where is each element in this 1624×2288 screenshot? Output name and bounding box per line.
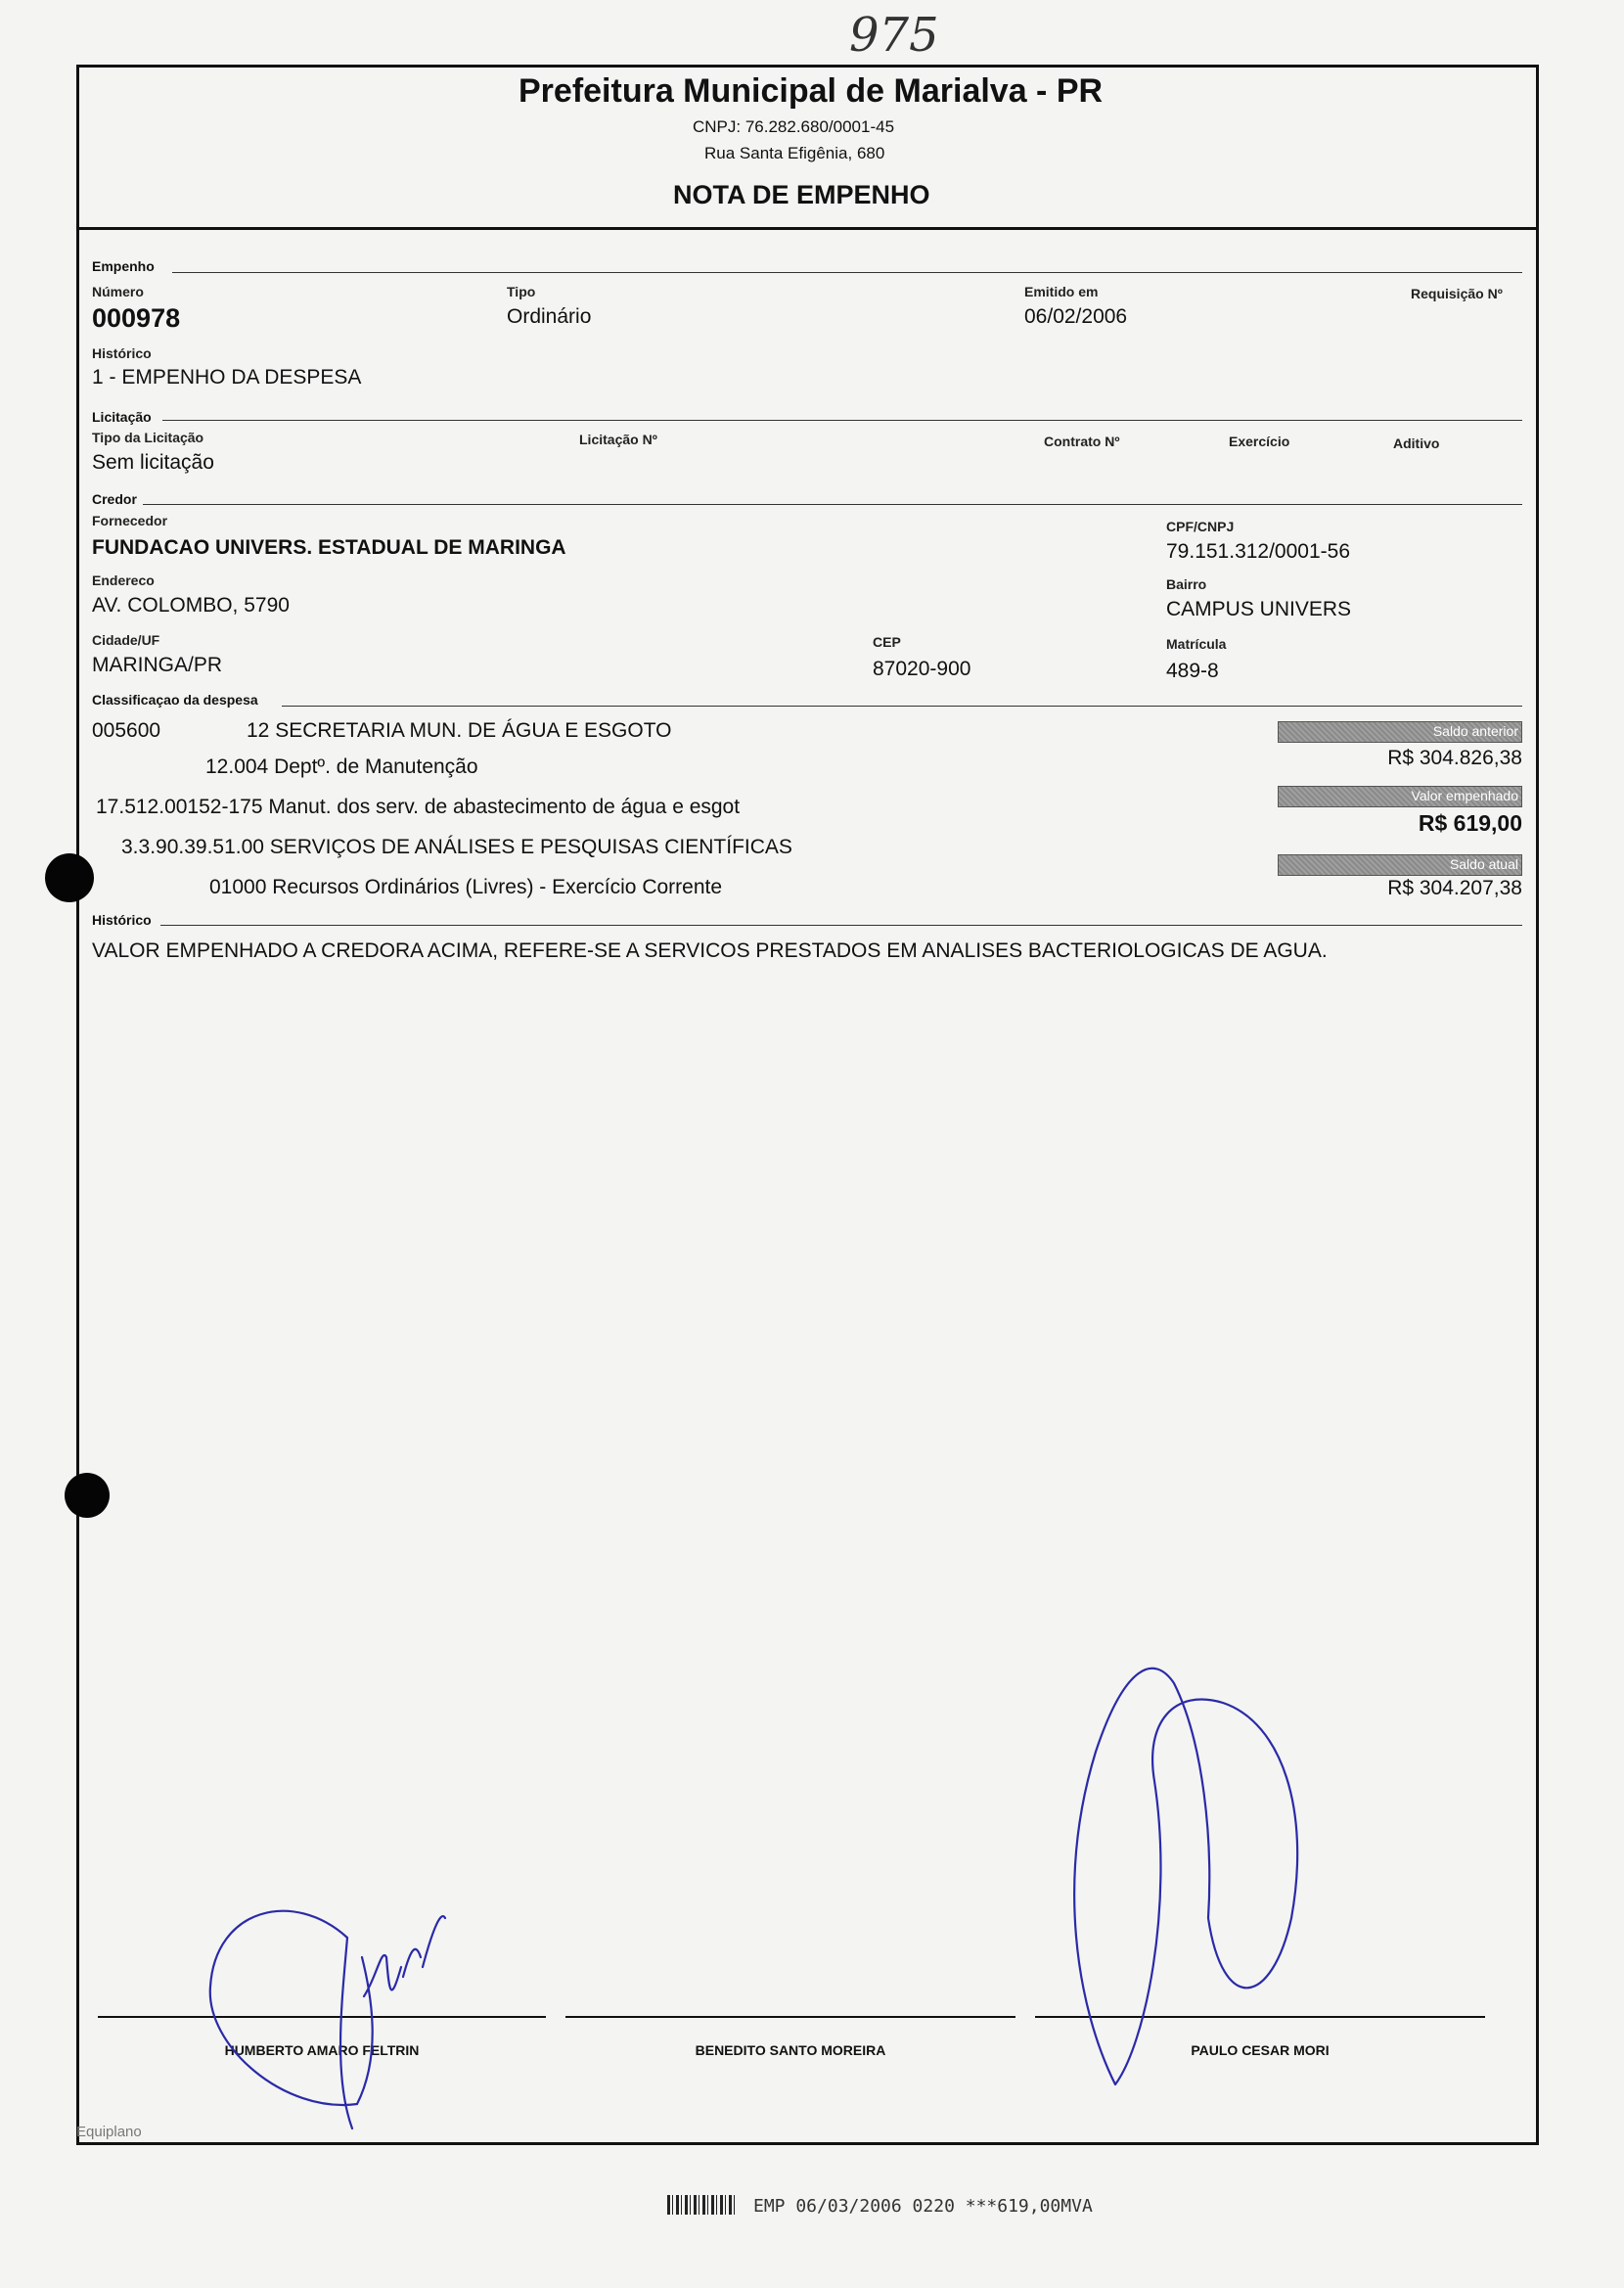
fornecedor-value: FUNDACAO UNIVERS. ESTADUAL DE MARINGA [92,536,566,559]
classificacao-line1: 12 SECRETARIA MUN. DE ÁGUA E ESGOTO [247,719,672,742]
section-licitacao: Licitação [92,409,152,425]
cpf-value: 79.151.312/0001-56 [1166,540,1351,563]
barcode-stamp [667,2195,736,2215]
numero-value: 000978 [92,303,181,333]
saldo-atual-label: Saldo atual [1449,856,1518,872]
licitacao-numero-label: Licitação Nº [579,432,657,447]
software-label: Equiplano [76,2124,142,2140]
cnpj-text: CNPJ: 76.282.680/0001-45 [693,117,895,136]
address-text: Rua Santa Efigênia, 680 [704,144,885,162]
signature-mark-3 [1074,1669,1297,2084]
signature-name-3: PAULO CESAR MORI [1191,2042,1330,2058]
fornecedor-label: Fornecedor [92,513,168,528]
classificacao-line4: 3.3.90.39.51.00 SERVIÇOS DE ANÁLISES E PESQUISAS CIENTÍFICAS [121,836,792,858]
classificacao-line5: 01000 Recursos Ordinários (Livres) - Exercício Corrente [209,876,723,898]
numero-label: Número [92,284,144,299]
saldo-anterior-label: Saldo anterior [1432,723,1518,739]
saldo-atual-value: R$ 304.207,38 [1387,877,1522,899]
requisicao-label: Requisição Nº [1411,286,1503,301]
aditivo-label: Aditivo [1393,435,1440,451]
endereco-label: Endereco [92,572,155,588]
tipo-value: Ordinário [507,305,592,328]
exercicio-label: Exercício [1229,434,1290,449]
endereco-value: AV. COLOMBO, 5790 [92,594,290,617]
contrato-label: Contrato Nº [1044,434,1120,449]
tipo-licitacao-label: Tipo da Licitação [92,430,204,445]
historico-text: VALOR EMPENHADO A CREDORA ACIMA, REFERE-SE A SERVICOS PRESTADOS EM ANALISES BACTERIOLOGICAS DE AGUA. [92,939,1328,962]
tipo-licitacao-value: Sem licitação [92,451,214,474]
punch-hole [65,1473,110,1518]
section-credor: Credor [92,491,137,507]
punch-hole [45,853,94,902]
saldo-anterior-value: R$ 304.826,38 [1387,747,1522,769]
emitido-label: Emitido em [1024,284,1099,299]
handwritten-annotation: 975 [849,8,939,63]
tipo-label: Tipo [507,284,536,299]
page-title: Prefeitura Municipal de Marialva - PR [519,72,1104,110]
empenho-historico-label: Histórico [92,345,152,361]
signature-name-2: BENEDITO SANTO MOREIRA [695,2042,886,2058]
bairro-label: Bairro [1166,576,1207,592]
section-empenho: Empenho [92,258,155,274]
section-classificacao: Classificaçao da despesa [92,692,258,708]
valor-empenhado-label: Valor empenhado [1411,788,1518,803]
stamp-text: EMP 06/03/2006 0220 ***619,00MVA [753,2196,1093,2217]
cidade-label: Cidade/UF [92,632,160,648]
document-title: NOTA DE EMPENHO [673,180,930,209]
empenho-historico-value: 1 - EMPENHO DA DESPESA [92,366,362,389]
classificacao-line2: 12.004 Deptº. de Manutenção [205,755,478,778]
classificacao-code: 005600 [92,719,161,742]
bairro-value: CAMPUS UNIVERS [1166,598,1352,620]
matricula-value: 489-8 [1166,660,1219,682]
cep-value: 87020-900 [873,658,971,680]
valor-empenhado-value: R$ 619,00 [1418,810,1522,836]
emitido-value: 06/02/2006 [1024,305,1128,328]
cpf-label: CPF/CNPJ [1166,519,1235,534]
cep-label: CEP [873,634,901,650]
signature-name-1: HUMBERTO AMARO FELTRIN [224,2042,420,2058]
section-historico: Histórico [92,912,152,928]
matricula-label: Matrícula [1166,636,1227,652]
classificacao-line3: 17.512.00152-175 Manut. dos serv. de abastecimento de água e esgot [96,796,741,818]
signature-mark-1 [210,1911,445,2128]
cidade-value: MARINGA/PR [92,654,223,676]
